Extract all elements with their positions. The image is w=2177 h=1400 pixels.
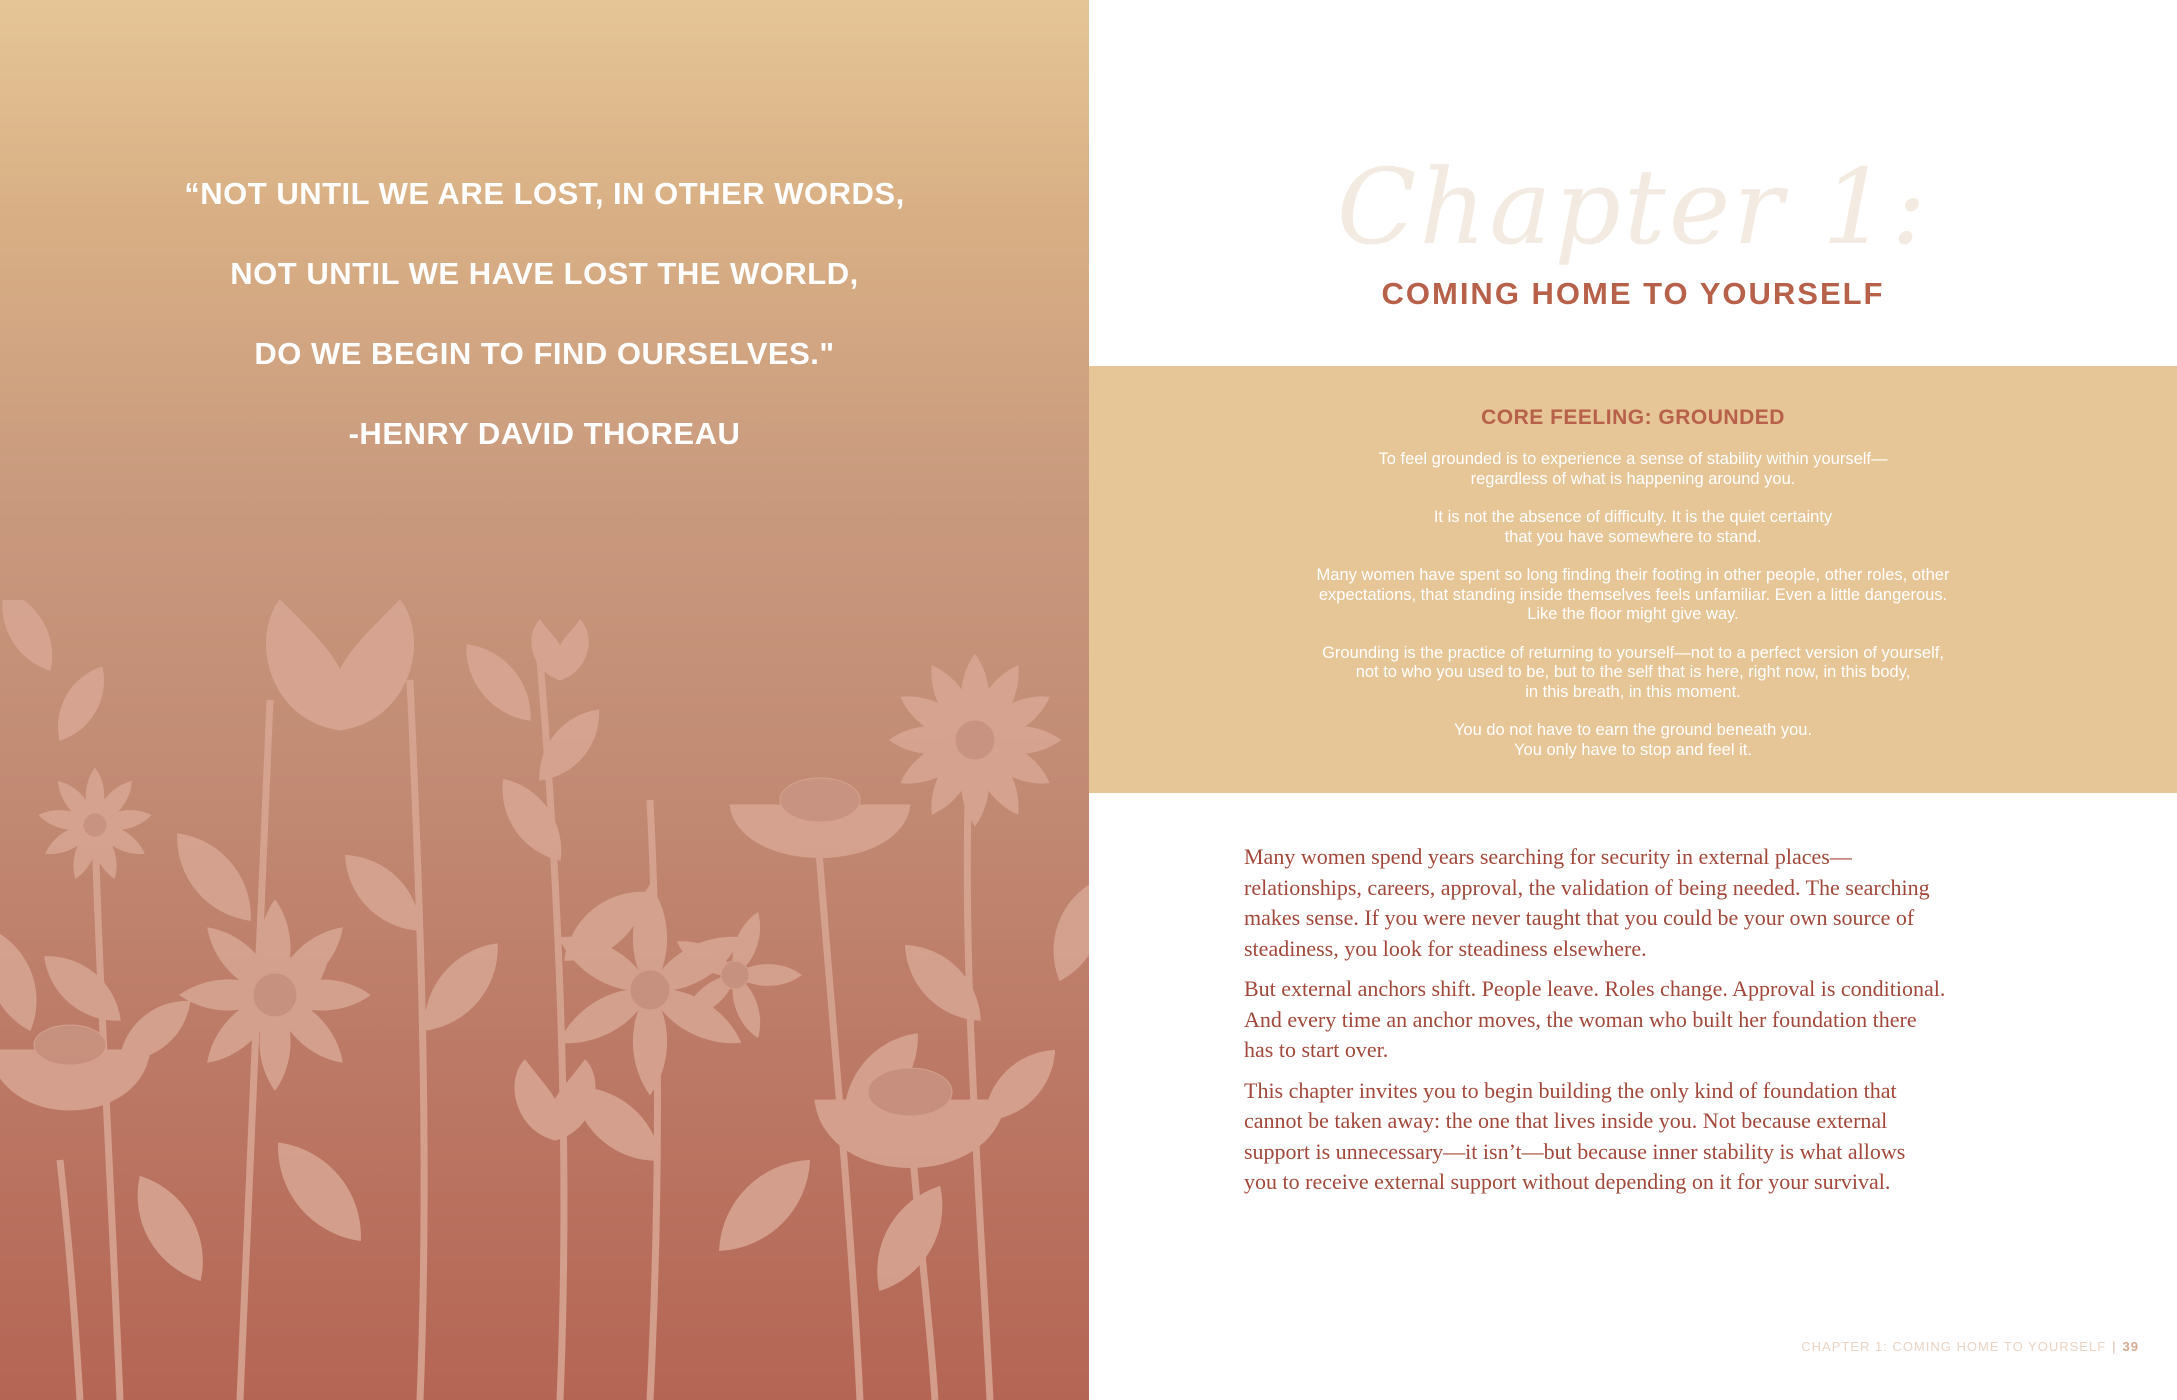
- text-line: support is unnecessary—it isn’t—but because inner stability is what allows: [1244, 1138, 1906, 1164]
- page-number: 39: [2122, 1339, 2139, 1354]
- text-line: Many women have spent so long finding their footing in other people, other roles, other: [1316, 566, 1950, 584]
- quote-line: “NOT UNTIL WE ARE LOST, IN OTHER WORDS,: [184, 176, 905, 211]
- core-feeling-box: [1089, 366, 2177, 793]
- text-line: has to start over.: [1244, 1037, 1389, 1062]
- text-line: It is not the absence of difficulty. It is the quiet certainty: [1433, 508, 1833, 526]
- text-line: not to who you used to be, but to the self that is here, right now, in this body,: [1355, 663, 1911, 681]
- core-paragraph: [1249, 721, 2017, 760]
- core-paragraph: [1249, 450, 2017, 489]
- text-line: steadiness, you look for steadiness elsewhere.: [1244, 935, 1647, 961]
- epigraph-quote: [0, 168, 1089, 488]
- right-page: [1089, 0, 2177, 1400]
- core-feeling-body: [1249, 450, 2017, 779]
- text-line: This chapter invites you to begin building the only kind of foundation that: [1244, 1077, 1897, 1103]
- quote-line: DO WE BEGIN TO FIND OURSELVES.": [254, 336, 835, 371]
- text-line: You do not have to earn the ground beneath you.: [1453, 721, 1813, 739]
- body-paragraph: [1244, 1076, 2044, 1198]
- text-line: you to receive external support without depending on it for your survival.: [1244, 1169, 1891, 1194]
- body-paragraph: [1244, 974, 2044, 1066]
- core-paragraph: [1249, 508, 2017, 547]
- core-paragraph: [1249, 566, 2017, 625]
- text-line: cannot be taken away: the one that lives inside you. Not because external: [1244, 1108, 1888, 1133]
- text-line: Like the floor might give way.: [1527, 605, 1739, 623]
- chapter-title: COMING HOME TO YOURSELF: [1381, 276, 1885, 311]
- text-line: Many women spend years searching for security in external places—: [1244, 844, 1852, 869]
- text-line: relationships, careers, approval, the validation of being needed. The searching: [1244, 874, 1930, 900]
- text-line: regardless of what is happening around you.: [1470, 469, 1796, 488]
- page-footer: [1801, 1339, 2139, 1354]
- running-head: CHAPTER 1: COMING HOME TO YOURSELF: [1801, 1339, 2107, 1354]
- core-paragraph: [1249, 644, 2017, 703]
- text-line: You only have to stop and feel it.: [1514, 740, 1752, 759]
- text-line: makes sense. If you were never taught that you could be your own source of: [1244, 905, 1915, 930]
- core-feeling-heading: CORE FEELING: GROUNDED: [1481, 406, 1785, 429]
- text-line: Grounding is the practice of returning to yourself—not to a perfect version of yourself,: [1322, 643, 1944, 662]
- text-line: that you have somewhere to stand.: [1504, 527, 1762, 546]
- chapter-body-text: [1244, 842, 2044, 1208]
- quote-attribution: -HENRY DAVID THOREAU: [348, 416, 741, 451]
- floral-illustration: [0, 600, 1089, 1400]
- quote-line: NOT UNTIL WE HAVE LOST THE WORLD,: [230, 256, 859, 291]
- footer-separator: |: [2112, 1339, 2117, 1354]
- chapter-script-heading: Chapter 1:: [1336, 146, 1930, 268]
- text-line: To feel grounded is to experience a sense of stability within yourself—: [1378, 450, 1888, 468]
- text-line: expectations, that standing inside themselves feels unfamiliar. Even a little dangerous.: [1318, 585, 1948, 604]
- text-line: But external anchors shift. People leave. Roles change. Approval is conditional.: [1244, 976, 1946, 1001]
- body-paragraph: [1244, 842, 2044, 964]
- text-line: in this breath, in this moment.: [1525, 682, 1741, 701]
- text-line: And every time an anchor moves, the woman who built her foundation there: [1244, 1006, 1917, 1032]
